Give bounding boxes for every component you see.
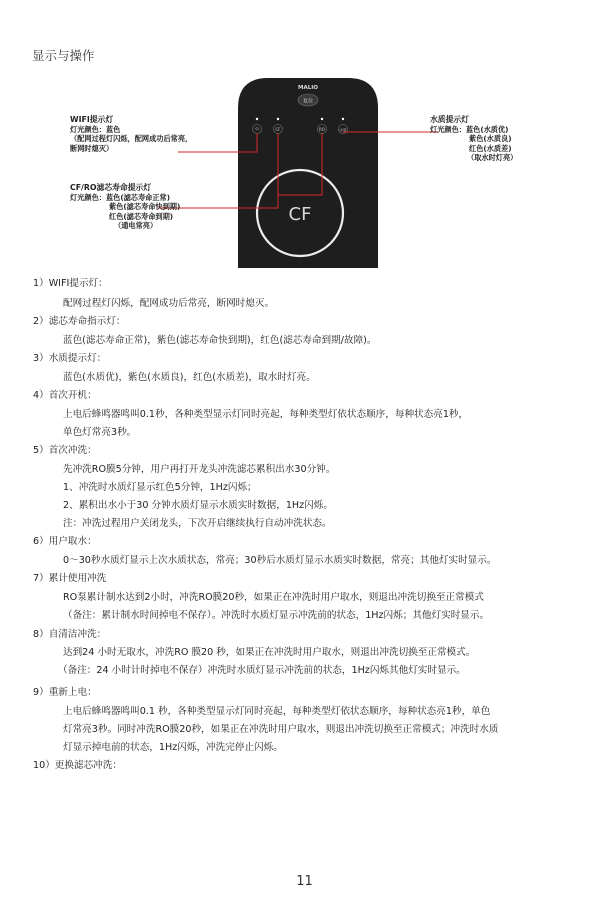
text-line: 1、冲洗时水质灯显示红色5分钟，1Hz闪烁；	[63, 482, 257, 493]
center-cf-label: CF	[288, 204, 312, 225]
wifi-callout-title: WIFI提示灯	[70, 115, 114, 124]
text-line: 配网过程灯闪烁，配网成功后常亮，断网时熄灭。	[63, 298, 275, 309]
page-title: 显示与操作	[32, 48, 95, 63]
water-quality-callout: 水质提示灯 灯光颜色：蓝色(水质优) 紫色(水质良) 红色(水质差) （取水时灯亮）	[430, 115, 518, 163]
text-line: 蓝色(水质优)，紫色(水质良)，红色(水质差)，取水时灯亮。	[63, 372, 316, 383]
text-line: RO泵累计制水达到2小时，冲洗RO膜20秒，如果正在冲洗时用户取水，则退出冲洗切换至正常模式	[63, 592, 484, 603]
heading-replace-filter: 10）更换滤芯冲洗：	[33, 760, 122, 771]
filter-life-callout: CF/RO滤芯寿命提示灯 灯光颜色：蓝色(滤芯寿命正常) 紫色(滤芯寿命快到期) 红色(滤芯寿命到期) （通电常亮）	[70, 183, 181, 231]
ro-indicator-label: RO	[319, 127, 325, 132]
text-line: 灯常亮3秒。同时冲洗RO膜20秒，如果正在冲洗时用户取水，则退出冲洗切换至正常模式；冲洗时水质	[63, 724, 499, 735]
heading-first-boot: 4）首次开机：	[33, 390, 97, 401]
text-line: 灯显示掉电前的状态，1Hz闪烁，冲洗完停止闪烁。	[63, 742, 283, 753]
reset-button-label: 复位	[302, 98, 314, 105]
ro-dot	[321, 118, 323, 120]
heading-self-clean: 8）自清洁冲洗：	[33, 629, 107, 640]
heading-filter: 2）滤芯寿命指示灯：	[33, 316, 126, 327]
text-line: 先冲洗RO膜5分钟，用户再打开龙头冲洗滤芯累积出水30分钟。	[63, 464, 336, 475]
text-line: 上电后蜂鸣器鸣叫0.1秒，各种类型显示灯同时亮起，每种类型灯依状态顺序，每种状态亮1秒，	[63, 409, 469, 420]
wifi-dot	[256, 118, 258, 120]
wifi-callout: WIFI提示灯 灯光颜色：蓝色 （配网过程灯闪烁，配网成功后常亮， 断网时熄灭）	[70, 115, 193, 153]
brand-logo: MALIO	[298, 85, 318, 91]
text-line: 达到24 小时无取水，冲洗RO 膜20 秒，如果正在冲洗时用户取水，则退出冲洗切换至正常模式。	[63, 647, 476, 658]
water-dot	[342, 118, 344, 120]
text-line: 单色灯常亮3秒。	[63, 427, 137, 438]
text-line: 0～30秒水质灯显示上次水质状态，常亮；30秒后水质灯显示水质实时数据，常亮；其他灯实时显示。	[63, 555, 497, 566]
text-line: （备注：累计制水时间掉电不保存）。冲洗时水质灯显示冲洗前的状态，1Hz闪烁；其他灯实时显示。	[63, 610, 490, 621]
page-number: 11	[296, 874, 313, 889]
filter-callout-title: CF/RO滤芯寿命提示灯	[70, 183, 152, 192]
cf-dot	[277, 118, 279, 120]
water-indicator-label: 水质	[339, 128, 347, 132]
cf-indicator-label: CF	[275, 127, 281, 132]
heading-wifi: 1）WIFI提示灯：	[33, 278, 108, 289]
text-line: 上电后蜂鸣器鸣叫0.1 秒，各种类型显示灯同时亮起，每种类型灯依状态顺序，每种状态亮1秒，单色	[63, 706, 491, 717]
text-line: （备注：24 小时计时掉电不保存）冲洗时水质灯显示冲洗前的状态，1Hz闪烁其他灯实时显示。	[58, 665, 466, 676]
heading-repower: 9）重新上电：	[33, 687, 97, 698]
heading-water: 3）水质提示灯：	[33, 353, 107, 364]
text-line: 2、累积出水小于30 分钟水质灯显示水质实时数据，1Hz闪烁。	[63, 500, 333, 511]
heading-user-water: 6）用户取水：	[33, 536, 97, 547]
water-callout-title: 水质提示灯	[430, 115, 469, 124]
heading-first-flush: 5）首次冲洗：	[33, 445, 97, 456]
heading-cumulative-flush: 7）累计使用冲洗	[33, 573, 107, 584]
text-line: 蓝色(滤芯寿命正常)，紫色(滤芯寿命快到期)，红色(滤芯寿命到期/故障)。	[63, 335, 377, 346]
text-line: 注：冲洗过程用户关闭龙头，下次开启继续执行自动冲洗状态。	[63, 518, 332, 529]
